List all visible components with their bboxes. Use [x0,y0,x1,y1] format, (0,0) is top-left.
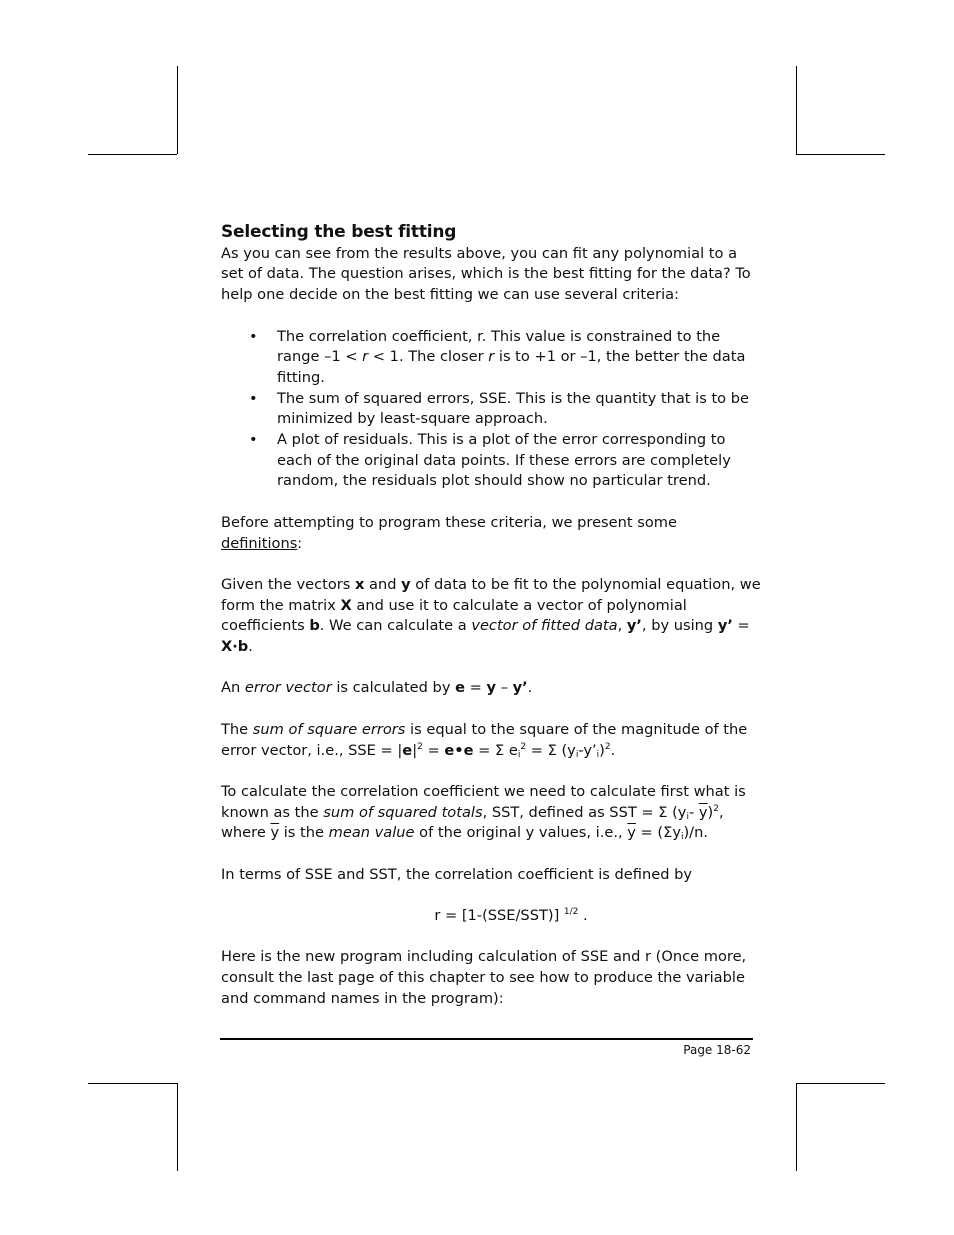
definitions-intro: Before attempting to program these criteria, we present some definitions: [221,513,677,552]
crop-mark [88,1083,177,1084]
vectors-paragraph: Given the vectors x and y of data to be fit to the polynomial equation, we form the matrix X and use it to calculate a vector of polynomial coefficients b. We can calculate a vector of fitted data, y’, by using y’ = X·b. [221,575,761,656]
crop-mark [796,1083,885,1084]
crop-mark [177,1083,178,1171]
crop-mark [796,154,885,155]
section-heading: Selecting the best fitting [221,222,457,242]
correlation-equation: r = [1-(SSE/SST)] $^{1/2}$ . [434,907,588,925]
sse-paragraph: The sum of square errors is equal to the square of the magnitude of the error vector, i.e., SSE = $|e|^2$ = e•e = Σ $e_i^2 = \Sigma$ $(y_i-y’_i)^2$. [221,720,748,760]
list-item: • A plot of residuals. This is a plot of the error corresponding to each of the original data points. If these errors are completely random, the residuals plot should show no particular trend. [277,430,761,492]
page-number: Page 18-62 [683,1043,751,1057]
closing-paragraph: Here is the new program including calculation of SSE and r (Once more, consult the last page of this chapter to see how to produce the variable and command names in the program): [221,948,747,1007]
page-content [221,222,761,1030]
crop-mark [88,154,177,155]
criteria-list [221,327,761,493]
error-vector-paragraph: An error vector is calculated by e = y – y’. [221,679,533,697]
footer-rule [220,1038,753,1040]
definitions-link: definitions [221,534,298,552]
sst-paragraph: To calculate the correlation coefficient we need to calculate first what is known as the sum of squared totals, SST, defined as SST = Σ ($y_i-$ $\overline{y})^2$, where $\overline{y}$ is the mean value of the original y values, i.e., $\overline{y} = (\Sigma y_i)/n$. [221,782,746,843]
list-item: • The correlation coefficient, r. This value is constrained to the range –1 < r < 1. The closer r is to +1 or –1, the better the data fitting. [277,327,761,389]
interms-paragraph: In terms of SSE and SST, the correlation coefficient is defined by [221,865,693,883]
crop-mark [177,66,178,154]
list-item: • The sum of squared errors, SSE. This is the quantity that is to be minimized by least-square approach. [277,389,761,430]
crop-mark [796,1083,797,1171]
intro-paragraph: As you can see from the results above, you can fit any polynomial to a set of data. The question arises, which is the best fitting for the data? To help one decide on the best fitting we can use several criteria: [221,244,751,304]
crop-mark [796,66,797,154]
